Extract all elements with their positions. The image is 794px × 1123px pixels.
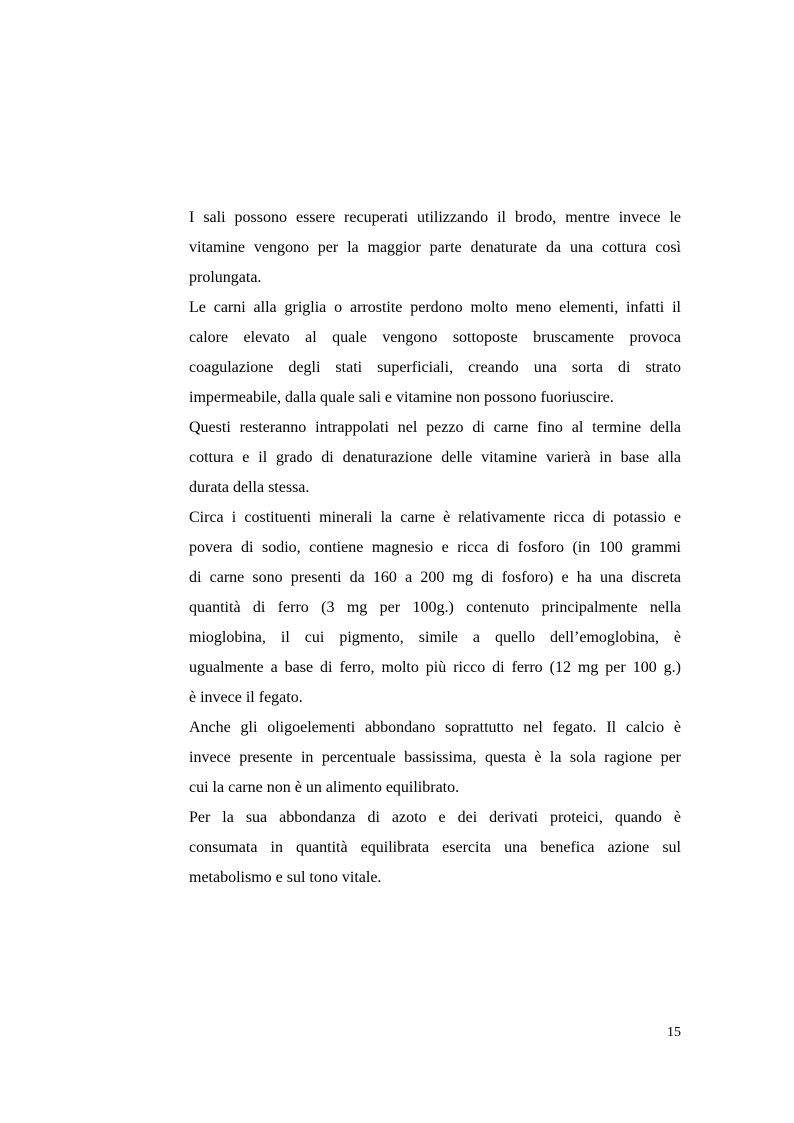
paragraph-3 <box>189 413 681 503</box>
text-line: impermeabile, dalla quale sali e vitamine non possono fuoriuscire. <box>189 389 614 406</box>
text-line: invece presente in percentuale bassissima, questa è la sola ragione per <box>189 749 681 766</box>
text-line: mioglobina, il cui pigmento, simile a quello dell’emoglobina, è <box>189 629 681 646</box>
text-line: consumata in quantità equilibrata esercita una benefica azione sul <box>189 839 681 856</box>
text-line: è invece il fegato. <box>189 689 303 706</box>
text-line: I sali possono essere recuperati utilizzando il brodo, mentre invece le <box>189 209 681 226</box>
text-line: Questi resteranno intrappolati nel pezzo di carne fino al termine della <box>189 419 681 436</box>
page-number: 15 <box>667 1025 681 1040</box>
text-line: Per la sua abbondanza di azoto e dei derivati proteici, quando è <box>189 809 681 826</box>
text-line: coagulazione degli stati superficiali, creando una sorta di strato <box>189 359 681 376</box>
text-line: Le carni alla griglia o arrostite perdono molto meno elementi, infatti il <box>189 299 681 316</box>
paragraph-6 <box>189 803 681 893</box>
text-line: cui la carne non è un alimento equilibrato. <box>189 779 460 796</box>
text-line: quantità di ferro (3 mg per 100g.) contenuto principalmente nella <box>189 599 681 616</box>
text-line: Anche gli oligoelementi abbondano soprattutto nel fegato. Il calcio è <box>189 719 681 736</box>
paragraph-2 <box>189 293 681 413</box>
paragraph-4 <box>189 503 681 713</box>
body-text <box>189 203 681 893</box>
text-line: prolungata. <box>189 269 262 286</box>
text-line: calore elevato al quale vengono sottoposte bruscamente provoca <box>189 329 681 346</box>
text-line: durata della stessa. <box>189 479 310 496</box>
text-line: vitamine vengono per la maggior parte denaturate da una cottura così <box>189 239 681 256</box>
text-line: Circa i costituenti minerali la carne è relativamente ricca di potassio e <box>189 509 681 526</box>
paragraph-5 <box>189 713 681 803</box>
text-line: cottura e il grado di denaturazione delle vitamine varierà in base alla <box>189 449 681 466</box>
text-line: ugualmente a base di ferro, molto più ricco di ferro (12 mg per 100 g.) <box>189 659 681 676</box>
text-line: di carne sono presenti da 160 a 200 mg di fosforo) e ha una discreta <box>189 569 681 586</box>
text-line: povera di sodio, contiene magnesio e ricca di fosforo (in 100 grammi <box>189 539 681 556</box>
paragraph-1 <box>189 203 681 293</box>
text-line: metabolismo e sul tono vitale. <box>189 869 382 886</box>
